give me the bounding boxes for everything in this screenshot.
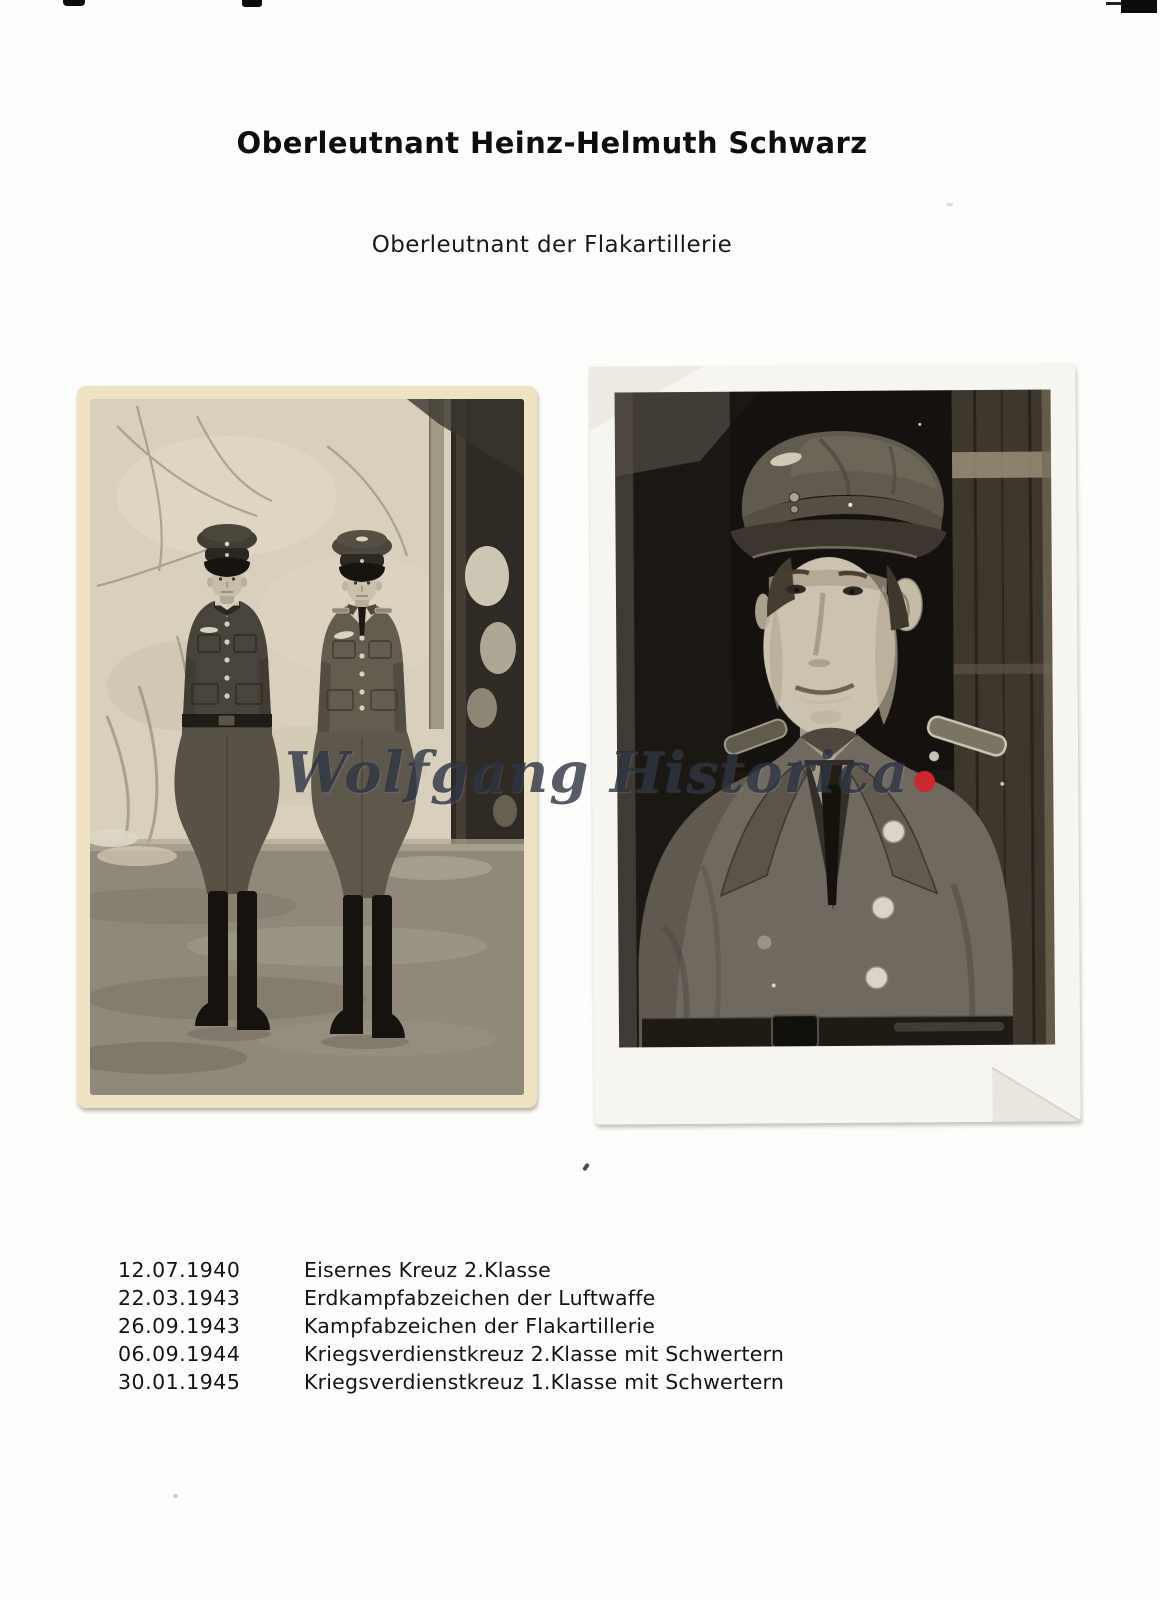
award-name: Kampfabzeichen der Flakartillerie	[304, 1314, 656, 1338]
award-name: Eisernes Kreuz 2.Klasse	[304, 1258, 551, 1282]
award-date: 22.03.1943	[118, 1286, 241, 1310]
drainpipe	[429, 399, 444, 729]
scan-speck	[946, 203, 953, 206]
award-date: 06.09.1944	[118, 1342, 241, 1366]
scan-artifact	[1121, 0, 1157, 13]
watermark	[285, 740, 935, 806]
belt-buckle	[772, 1015, 818, 1047]
scan-artifact	[1106, 2, 1122, 5]
award-name: Erdkampfabzeichen der Luftwaffe	[304, 1286, 656, 1310]
award-date: 12.07.1940	[118, 1258, 241, 1282]
awards-list	[118, 1256, 784, 1396]
photo-image	[615, 389, 1056, 1048]
page-title: Oberleutnant Heinz-Helmuth Schwarz	[236, 126, 868, 160]
award-date: 30.01.1945	[118, 1370, 241, 1394]
page-subtitle: Oberleutnant der Flakartillerie	[371, 232, 733, 258]
watermark-red-dot	[914, 771, 935, 792]
scan-speck	[582, 1163, 590, 1172]
scan-artifact	[242, 0, 262, 7]
award-name: Kriegsverdienstkreuz 1.Klasse mit Schwertern	[304, 1370, 785, 1394]
award-row	[118, 1312, 784, 1340]
award-date: 26.09.1943	[118, 1314, 241, 1338]
scan-artifact	[63, 0, 85, 6]
award-row	[118, 1368, 784, 1396]
award-row	[118, 1340, 784, 1368]
award-name: Kriegsverdienstkreuz 2.Klasse mit Schwertern	[304, 1342, 785, 1366]
scan-speck	[173, 1494, 178, 1498]
award-row	[118, 1256, 784, 1284]
belt	[642, 1016, 1013, 1048]
breast-eagle	[200, 627, 218, 633]
award-row	[118, 1284, 784, 1312]
watermark-text: Wolfgang Historica	[285, 740, 909, 806]
